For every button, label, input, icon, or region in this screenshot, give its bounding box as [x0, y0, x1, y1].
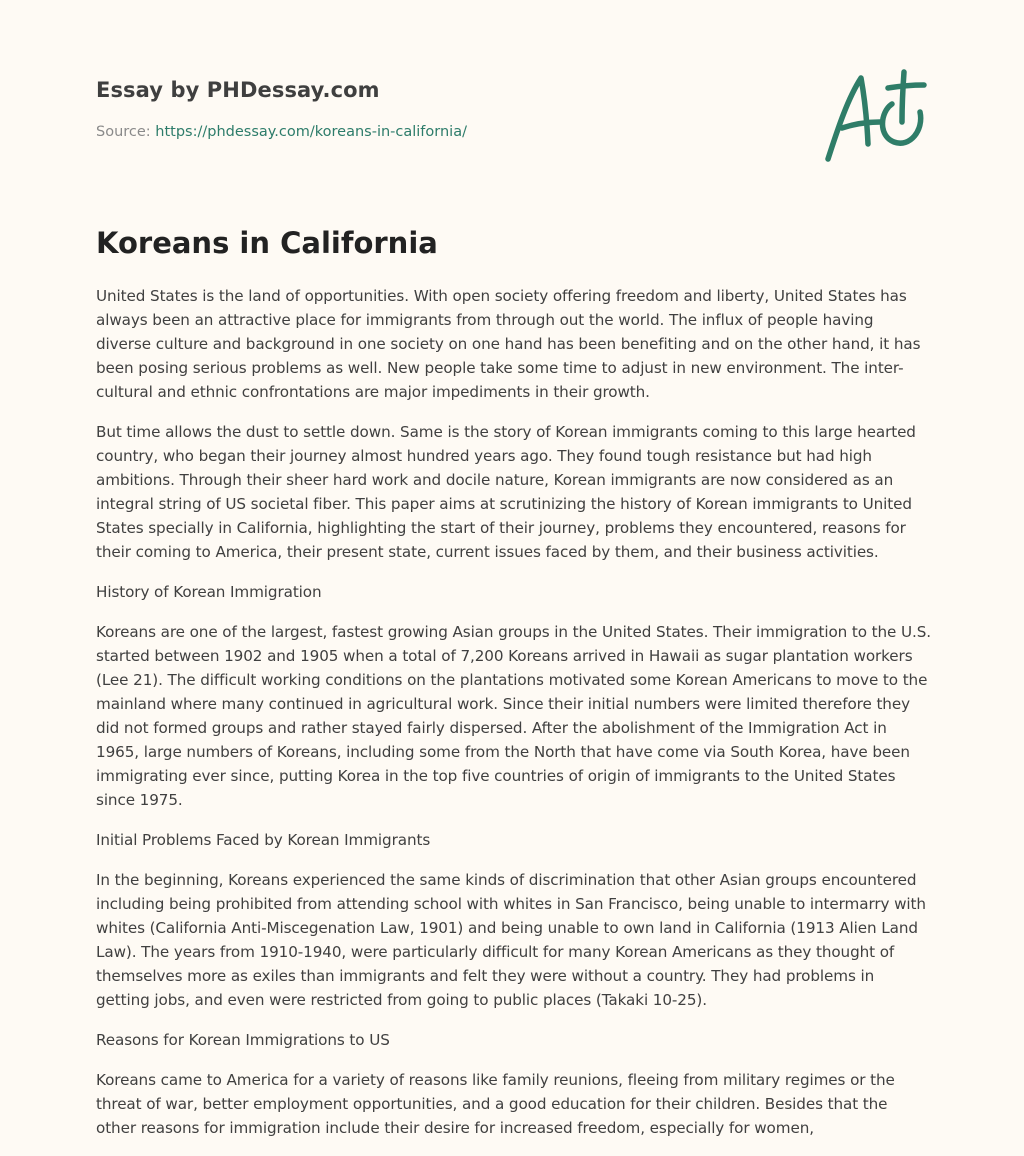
- paragraph: United States is the land of opportunities. With open society offering freedom and liberty, United States has always been an attractive place for immigrants from through out the world. The influx of people having diverse culture and background in one society on one hand has been benefiting and on the other hand, it has been posing serious problems as well. New people take some time to adjust in new environment. The inter-cultural and ethnic confrontations are major impediments in their growth.: [96, 287, 921, 401]
- source-link[interactable]: https://phdessay.com/koreans-in-california/: [155, 124, 467, 140]
- paragraph: But time allows the dust to settle down. Same is the story of Korean immigrants coming to this large hearted country, who began their journey almost hundred years ago. They found tough resistance but had high ambitions. Through their sheer hard work and docile nature, Korean immigrants are now considered as an integral string of US societal fiber. This paper aims at scrutinizing the history of Korean immigrants to United States specially in California, highlighting the start of their journey, problems they encountered, reasons for their coming to America, their present state, current issues faced by them, and their business activities.: [96, 423, 916, 561]
- essay-title: Koreans in California: [96, 226, 438, 260]
- site-brand: Essay by PHDessay.com: [96, 78, 380, 102]
- essay-body: [96, 284, 932, 1156]
- paragraph: Koreans came to America for a variety of reasons like family reunions, fleeing from military regimes or the threat of war, better employment opportunities, and a good education for their children. Besides that the other reasons for immigration include their desire for increased freedom, especially for women,: [96, 1071, 895, 1137]
- paragraph: In the beginning, Koreans experienced the same kinds of discrimination that other Asian groups encountered including being prohibited from attending school with whites in San Francisco, being unable to intermarry with whites (California Anti-Miscegenation Law, 1901) and being unable to own land in California (1913 Alien Land Law). The years from 1910-1940, were particularly difficult for many Korean Americans as they thought of themselves more as exiles than immigrants and felt they were without a country. They had problems in getting jobs, and even were restricted from going to public places (Takaki 10-25).: [96, 871, 926, 1009]
- section-heading: Reasons for Korean Immigrations to US: [96, 1031, 390, 1049]
- section-heading: History of Korean Immigration: [96, 583, 322, 601]
- section-heading: Initial Problems Faced by Korean Immigrants: [96, 831, 431, 849]
- a-plus-grade-icon: [824, 66, 928, 166]
- source-line: [96, 124, 467, 140]
- source-label: Source:: [96, 124, 156, 140]
- paragraph: Koreans are one of the largest, fastest growing Asian groups in the United States. Their immigration to the U.S. started between 1902 and 1905 when a total of 7,200 Koreans arrived in Hawaii as sugar plantation workers (Lee 21). The difficult working conditions on the plantations motivated some Korean Americans to move to the mainland where many continued in agricultural work. Since their initial numbers were limited therefore they did not formed groups and rather stayed fairly dispersed. After the abolishment of the Immigration Act in 1965, large numbers of Koreans, including some from the North that have come via South Korea, have been immigrating ever since, putting Korea in the top five countries of origin of immigrants to the United States since 1975.: [96, 623, 932, 809]
